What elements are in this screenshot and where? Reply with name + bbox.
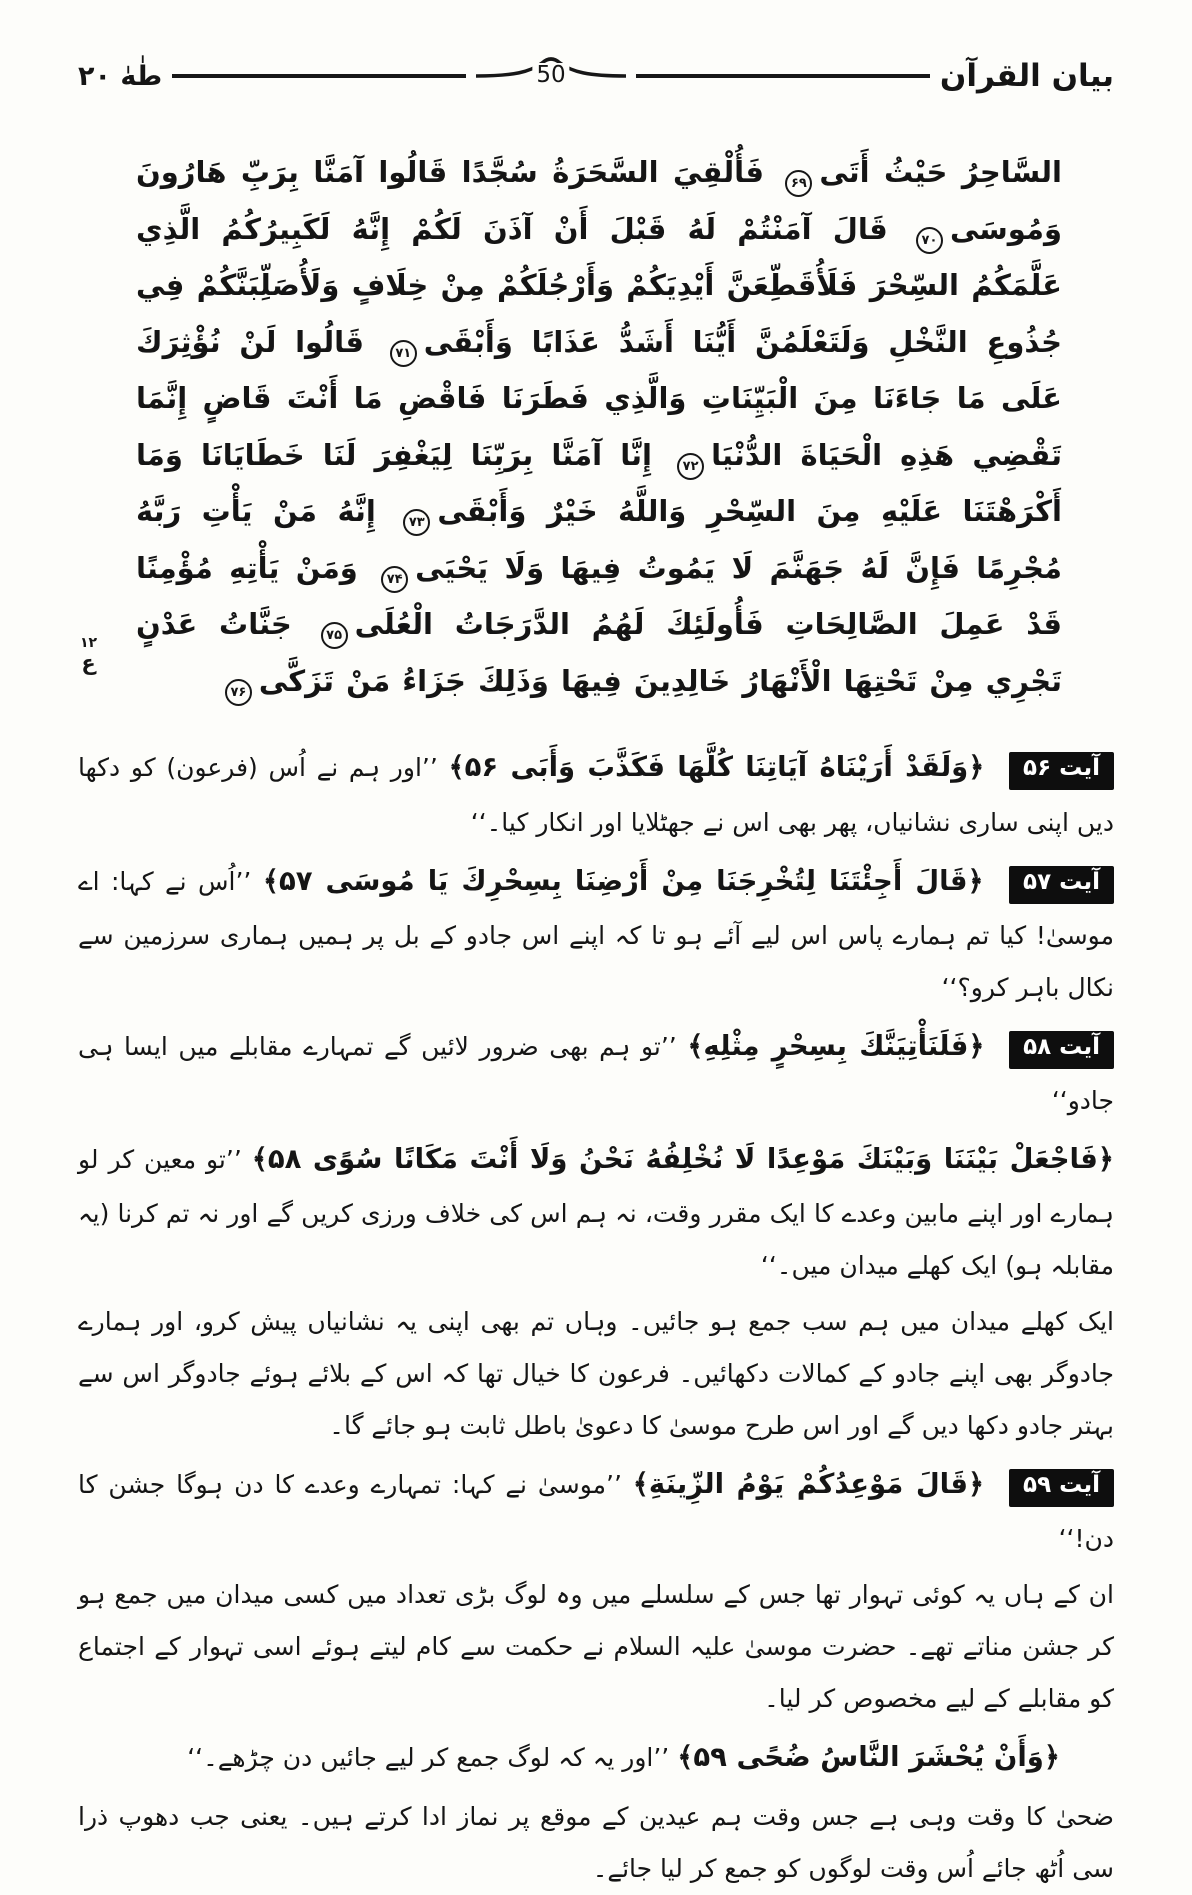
ayat-57-arabic: ﴿قَالَ أَجِئْتَنَا لِتُخْرِجَنَا مِنْ أَرْضِنَا بِسِحْرِكَ يَا مُوسَى ۵۷﴾: [262, 864, 984, 897]
urdu-commentary: ضحیٰ کا وقت وہی ہے جس وقت ہم عیدین کے موقع پر نماز ادا کرتے ہیں۔ یعنی جب دھوپ ذرا سی اُٹھ جائے اُس وقت لوگوں کو جمع کر لیا جائے۔: [78, 1801, 1114, 1883]
ayat-section-59b: [78, 1729, 1114, 1786]
ayat-section-56: [78, 739, 1114, 848]
quran-text: [136, 144, 1062, 709]
quran-verse: إِنَّهُ مَنْ يَأْتِ رَبَّهُ مُجْرِمًا فَإِنَّ لَهُ جَهَنَّمَ لَا يَمُوتُ فِيهَا وَلَا يَحْيَى: [136, 494, 1063, 585]
ruku-number: ۱۲: [80, 635, 98, 652]
ayat-58b-arabic: ﴿فَاجْعَلْ بَيْنَنَا وَبَيْنَكَ مَوْعِدًا لَا نُخْلِفُهُ نَحْنُ وَلَا أَنْتَ مَكَانًا سُوًى ۵۸﴾: [251, 1143, 1114, 1176]
page-number: 50: [532, 63, 569, 88]
ayah-end-marker: ۷۴: [381, 566, 408, 593]
ayat-58b-translation: ’’تو معین کر لو ہمارے اور اپنے مابین وعدے کا ایک مقرر وقت، نہ ہم اس کی خلاف ورزی کریں گے اور نہ تم کرنا (یہ مقابلہ ہو) ایک کھلے میدان میں۔‘‘: [78, 1145, 1114, 1281]
ayat-58-arabic: ﴿فَلَنَأْتِيَنَّكَ بِسِحْرٍ مِثْلِهِ﴾: [687, 1029, 985, 1062]
commentary-sections: [78, 739, 1114, 1894]
ayat-57-translation: ’’اُس نے کہا: اے موسیٰ! کیا تم ہمارے پاس اس لیے آئے ہو تا کہ اپنے اس جادو کے بل پر ہمیں ہماری سرزمین سے نکال باہر کرو؟‘‘: [78, 866, 1114, 1002]
ayat-58-translation: ’’تو ہم بھی ضرور لائیں گے تمہارے مقابلے میں ایسا ہی جادو‘‘: [78, 1031, 1114, 1116]
ayat-59-badge: آیت ۵۹: [1009, 1469, 1114, 1507]
ayah-end-marker: ۷۳: [403, 509, 430, 536]
ayat-section-58b: [78, 1131, 1114, 1292]
commentary-paragraph-1: [78, 1296, 1114, 1452]
commentary-paragraph-3: [78, 1791, 1114, 1895]
ayah-end-marker: ۷۲: [677, 453, 704, 480]
quran-verse: وَمَنْ يَأْتِهِ مُؤْمِنًا قَدْ عَمِلَ الصَّالِحَاتِ فَأُولَئِكَ لَهُمُ الدَّرَجَاتُ الْعُلَى: [136, 550, 1062, 642]
quran-verse: قَالَ آمَنْتُمْ لَهُ قَبْلَ أَنْ آذَنَ لَكُمْ إِنَّهُ لَكَبِيرُكُمُ الَّذِي عَلَّمَكُمُ السِّحْرَ فَلَأُقَطِّعَنَّ أَيْدِيَكُمْ وَأَرْجُلَكُمْ مِنْ خِلَافٍ وَلَأُصَلِّبَنَّكُمْ فِي جُذُوعِ النَّخْلِ وَلَتَعْلَمُنَّ أَيُّنَا أَشَدُّ عَذَابًا وَأَبْقَى: [136, 211, 1062, 359]
ayah-end-marker: ۷۶: [225, 679, 252, 706]
ayat-56-badge: آیت ۵۶: [1009, 752, 1114, 790]
header-rule-right: [636, 74, 930, 78]
ayat-59b-translation: ’’اور یہ کہ لوگ جمع کر لیے جائیں دن چڑھے۔‘‘: [187, 1743, 670, 1773]
ayat-56-translation: ’’اور ہم نے اُس (فرعون) کو دکھا دیں اپنی ساری نشانیاں، پھر بھی اس نے جھٹلایا اور انکار کیا۔‘‘: [78, 753, 1114, 837]
quran-block: [80, 144, 1063, 709]
ayat-section-58: [78, 1018, 1114, 1127]
urdu-commentary: ان کے ہاں یہ کوئی تہوار تھا جس کے سلسلے میں وہ لوگ بڑی تعداد میں کسی میدان میں جمع ہو کر جشن مناتے تھے۔ حضرت موسیٰ علیہ السلام نے حکمت سے کام لیتے ہوئے اسی تہوار کے اجتماع کو مقابلے کے لیے مخصوص کر لیا۔: [78, 1580, 1114, 1714]
ayah-end-marker: ۷۱: [390, 340, 417, 367]
ayah-end-marker: ۶۹: [785, 170, 812, 197]
commentary-paragraph-2: [78, 1569, 1114, 1725]
ayah-end-marker: ۷۵: [321, 622, 348, 649]
ayat-57-badge: آیت ۵۷: [1009, 866, 1114, 904]
book-title: بیان القرآن: [939, 58, 1114, 94]
page-number-ornament: [476, 56, 626, 96]
ayat-56-arabic: ﴿وَلَقَدْ أَرَيْنَاهُ آيَاتِنَا كُلَّهَا فَكَذَّبَ وَأَبَى ۵۶﴾: [448, 751, 985, 784]
quran-verse: قَالُوا لَنْ نُؤْثِرَكَ عَلَى مَا جَاءَنَا مِنَ الْبَيِّنَاتِ وَالَّذِي فَطَرَنَا فَاقْضِ مَا أَنْتَ قَاضٍ إِنَّمَا تَقْضِي هَذِهِ الْحَيَاةَ الدُّنْيَا: [136, 324, 1062, 472]
surah-label: طٰهٰ ۲۰: [77, 60, 163, 92]
page-header: [78, 56, 1114, 96]
header-rule-left: [172, 74, 466, 78]
quran-verse: إِنَّا آمَنَّا بِرَبِّنَا لِيَغْفِرَ لَنَا خَطَايَانَا وَمَا أَكْرَهْتَنَا عَلَيْهِ مِنَ السِّحْرِ وَاللَّهُ خَيْرٌ وَأَبْقَى: [136, 437, 1062, 529]
quran-verse: فَأُلْقِيَ السَّحَرَةُ سُجَّدًا قَالُوا آمَنَّا بِرَبِّ هَارُونَ وَمُوسَى: [136, 155, 1062, 246]
ayat-section-57: [78, 853, 1114, 1014]
ayat-section-59: [78, 1456, 1114, 1565]
quran-verse: جَنَّاتُ عَدْنٍ تَجْرِي مِنْ تَحْتِهَا الْأَنْهَارُ خَالِدِينَ فِيهَا وَذَلِكَ جَزَاءُ مَنْ تَزَكَّى: [136, 607, 1062, 698]
quran-verse: السَّاحِرُ حَيْثُ أَتَى: [819, 155, 1062, 189]
ruku-marker: [80, 635, 97, 675]
ruku-letter: ع: [81, 651, 96, 676]
ayat-59-arabic: ﴿قَالَ مَوْعِدُكُمْ يَوْمُ الزِّينَةِ﴾: [632, 1468, 985, 1501]
ayah-end-marker: ۷۰: [916, 227, 943, 254]
ayat-59-translation: ’’موسیٰ نے کہا: تمہارے وعدے کا دن ہوگا جشن کا دن!‘‘: [78, 1470, 1114, 1554]
urdu-commentary: ایک کھلے میدان میں ہم سب جمع ہو جائیں۔ وہاں تم بھی اپنی یہ نشانیاں پیش کرو، اور ہمارے جادوگر بھی اپنے جادو کے کمالات دکھائیں۔ فرعون کا خیال تھا کہ اس کے بلائے ہوئے جادوگر اس سے بہتر جادو دکھا دیں گے اور اس طرح موسیٰ کا دعویٰ باطل ثابت ہو جائے گا۔: [78, 1307, 1114, 1441]
ayat-58-badge: آیت ۵۸: [1009, 1031, 1114, 1069]
ayat-59b-arabic: ﴿وَأَنْ يُحْشَرَ النَّاسُ ضُحًى ۵۹﴾: [677, 1741, 1060, 1774]
